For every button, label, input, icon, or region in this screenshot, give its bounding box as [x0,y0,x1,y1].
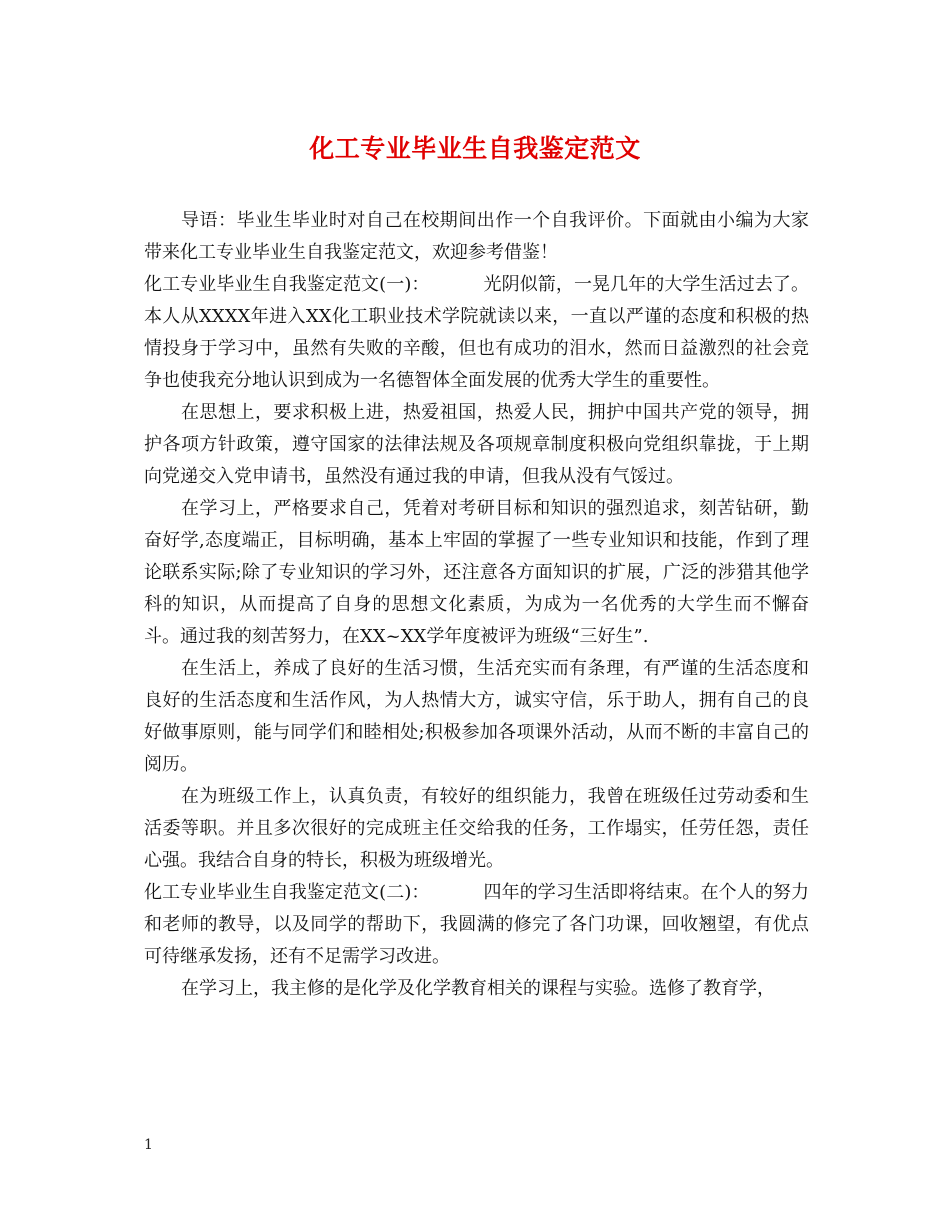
section-2-heading: 化工专业毕业生自我鉴定范文(二)： [144,882,430,903]
document-body [144,205,809,1005]
section-1-paragraph-life: 在生活上，养成了良好的生活习惯，生活充实而有条理，有严谨的生活态度和良好的生活态度和生活作风，为人热情大方，诚实守信，乐于助人，拥有自己的良好做事原则，能与同学们和睦相处;积极参加各项课外活动，从而不断的丰富自己的阅历。 [144,658,809,775]
section-1-paragraph-class-work: 在为班级工作上，认真负责，有较好的组织能力，我曾在班级任过劳动委和生活委等职。并且多次很好的完成班主任交给我的任务，工作塌实，任劳任怨，责任心强。我结合自身的特长，积极为班级增光。 [144,786,809,871]
intro-paragraph: 导语：毕业生毕业时对自己在校期间出作一个自我评价。下面就由小编为大家带来化工专业毕业生自我鉴定范文，欢迎参考借鉴！ [144,210,809,263]
section-2-lead-paragraph [144,877,809,973]
section-1-paragraph-study: 在学习上，严格要求自己，凭着对考研目标和知识的强烈追求，刻苦钻研，勤奋好学,态度端正，目标明确，基本上牢固的掌握了一些专业知识和技能，作到了理论联系实际;除了专业知识的学习外，还注意各方面知识的扩展，广泛的涉猎其他学科的知识，从而提高了自身的思想文化素质，为成为一名优秀的大学生而不懈奋斗。通过我的刻苦努力，在XX~XX学年度被评为班级“三好生”. [144,498,809,647]
section-1-lead-paragraph [144,269,809,397]
section-2-paragraph-study: 在学习上，我主修的是化学及化学教育相关的课程与实验。选修了教育学， [181,978,775,999]
document-title: 化工专业毕业生自我鉴定范文 [309,134,641,163]
section-1-paragraph-thought: 在思想上，要求积极上进，热爱祖国，热爱人民，拥护中国共产党的领导，拥护各项方针政策，遵守国家的法律法规及各项规章制度积极向党组织靠拢，于上期向党递交入党申请书，虽然没有通过我的申请，但我从没有气馁过。 [144,402,809,487]
section-1-heading: 化工专业毕业生自我鉴定范文(一)： [144,274,430,295]
section-1-lead-text: 光阴似箭，一晃几年的大学生活过去了。本人从XXXX年进入XX化工职业技术学院就读以来，一直以严谨的态度和积极的热情投身于学习中，虽然有失败的辛酸，但也有成功的泪水，然而日益激烈的社会竞争也使我充分地认识到成为一名德智体全面发展的优秀大学生的重要性。 [144,274,810,391]
section-2-lead-text: 四年的学习生活即将结束。在个人的努力和老师的教导，以及同学的帮助下，我圆满的修完了各门功课，回收翘望，有优点可待继承发扬，还有不足需学习改进。 [144,882,810,967]
page-number: 1 [144,1137,153,1153]
